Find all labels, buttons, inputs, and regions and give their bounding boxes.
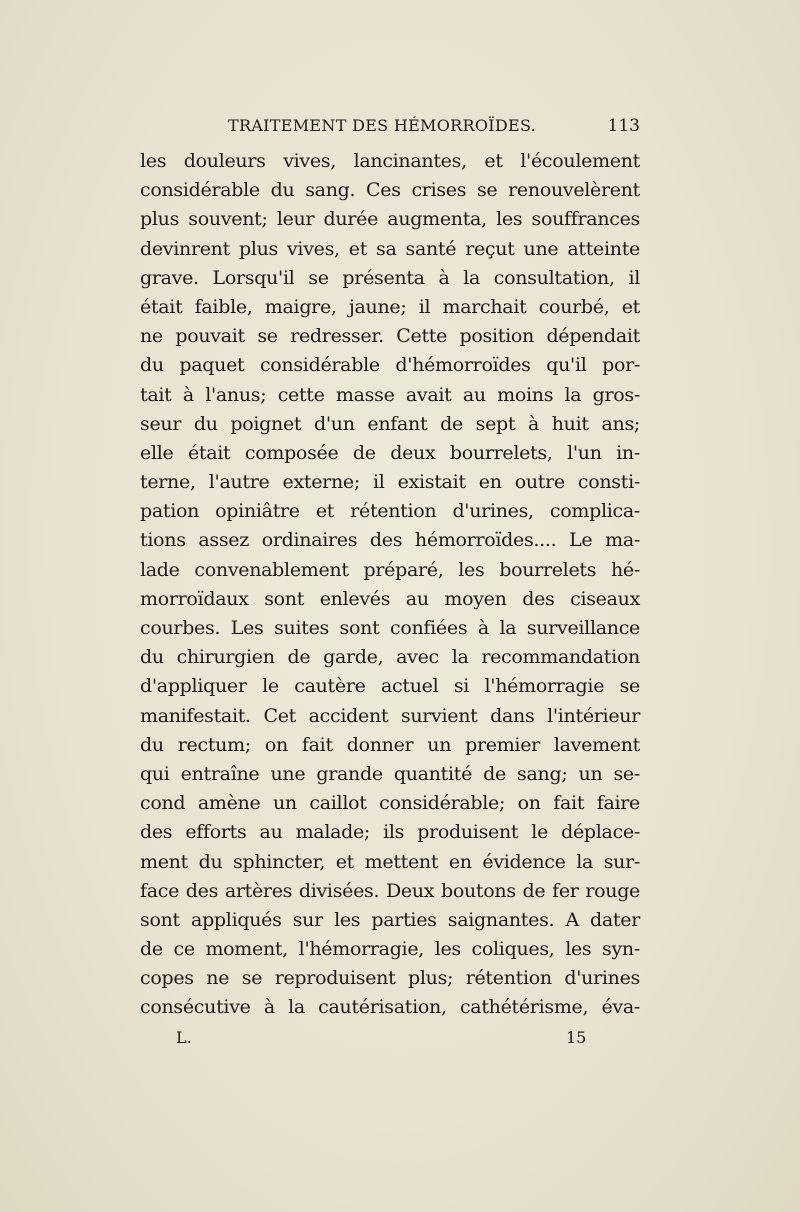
text-line: sont appliqués sur les parties saignantes. A dater (140, 908, 640, 931)
page-number: 113 (607, 116, 640, 136)
text-line: d'appliquer le cautère actuel si l'hémorragie se (140, 675, 640, 698)
text-line: considérable du sang. Ces crises se renouvelèrent (140, 179, 640, 202)
text-line: elle était composée de deux bourrelets, l'un in- (140, 441, 640, 464)
text-line: morroïdaux sont enlevés au moyen des ciseaux (140, 587, 640, 610)
text-line: devinrent plus vives, et sa santé reçut une atteinte (140, 237, 640, 260)
text-line: plus souvent; leur durée augmenta, les souffrances (140, 208, 640, 231)
text-line: du rectum; on fait donner un premier lavement (140, 733, 640, 756)
text-line: cond amène un caillot considérable; on fait faire (140, 792, 640, 815)
text-line: consécutive à la cautérisation, cathétérisme, éva- (140, 996, 640, 1019)
text-line: terne, l'autre externe; il existait en outre consti- (140, 471, 640, 494)
text-line: était faible, maigre, jaune; il marchait courbé, et (140, 295, 640, 318)
text-line: tions assez ordinaires des hémorroïdes.... Le ma- (140, 529, 640, 552)
text-line: qui entraîne une grande quantité de sang; un se- (140, 762, 640, 785)
text-line: face des artères divisées. Deux boutons de fer rouge (140, 879, 640, 902)
text-line: lade convenablement préparé, les bourrelets hé- (140, 558, 640, 581)
text-line: tait à l'anus; cette masse avait au moins la gros- (140, 383, 640, 406)
text-line: courbes. Les suites sont confiées à la surveillance (140, 617, 640, 639)
text-line: copes ne se reproduisent plus; rétention d'urines (140, 967, 640, 990)
running-title: TRAITEMENT DES HÉMORROÏDES. (228, 116, 537, 135)
text-line: ne pouvait se redresser. Cette position dépendait (140, 325, 640, 348)
text-line: seur du poignet d'un enfant de sept à huit ans; (140, 412, 640, 435)
text-line: du paquet considérable d'hémorroïdes qu'il por- (140, 354, 640, 377)
signature-mark: L. (176, 1028, 192, 1047)
text-line: du chirurgien de garde, avec la recommandation (140, 646, 640, 669)
text-line: pation opiniâtre et rétention d'urines, complica- (140, 500, 640, 523)
text-line: grave. Lorsqu'il se présenta à la consultation, il (140, 266, 640, 289)
body-text (140, 147, 640, 1023)
text-line: ment du sphincter, et mettent en évidence la sur- (140, 850, 640, 873)
signature-number: 15 (566, 1028, 587, 1047)
text-line: manifestait. Cet accident survient dans l'intérieur (140, 704, 640, 727)
running-header (140, 116, 640, 140)
text-line: des efforts au malade; ils produisent le déplace- (140, 821, 640, 844)
text-line: de ce moment, l'hémorragie, les coliques, les syn- (140, 938, 640, 961)
text-line: les douleurs vives, lancinantes, et l'écoulement (140, 150, 640, 172)
